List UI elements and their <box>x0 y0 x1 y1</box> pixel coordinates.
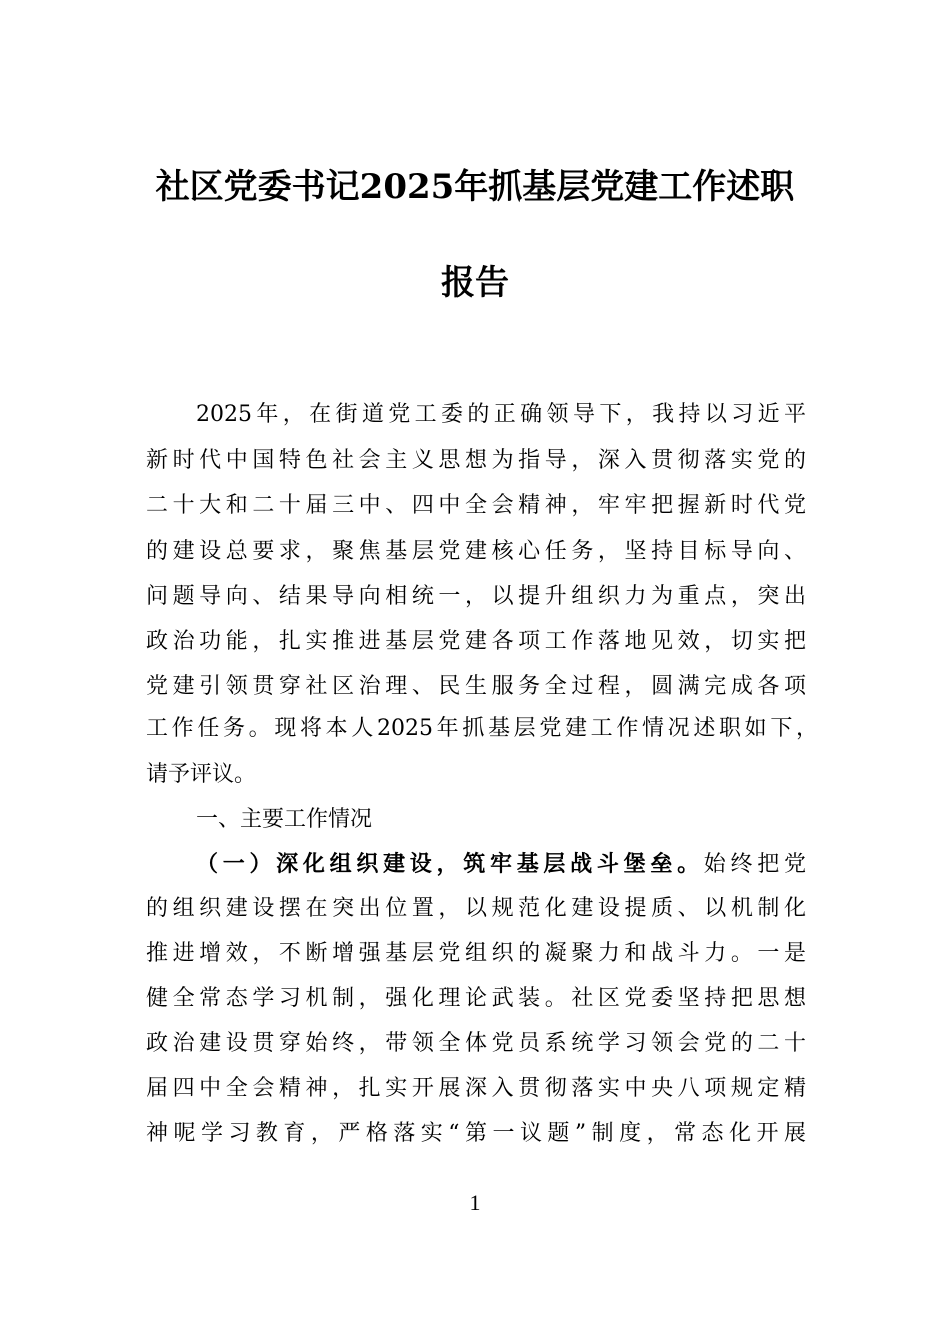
subsection-first-line <box>196 853 806 876</box>
body-line: 政治建设贯穿始终，带领全体党员系统学习领会党的二十 <box>146 1031 806 1056</box>
document-title-line-1: 社区党委书记2025年抓基层党建工作述职 <box>155 167 795 207</box>
intro-line: 2025年，在街道党工委的正确领导下，我持以习近平 <box>196 402 806 427</box>
intro-line: 请予评议。 <box>146 762 257 787</box>
intro-line: 党建引领贯穿社区治理、民生服务全过程，圆满完成各项 <box>146 674 806 699</box>
page-number: 1 <box>469 1190 481 1215</box>
intro-line: 新时代中国特色社会主义思想为指导，深入贯彻落实党的 <box>146 448 806 473</box>
body-line: 的组织建设摆在突出位置，以规范化建设提质、以机制化 <box>146 896 806 921</box>
subsection-first-line-text: 始终把党 <box>703 852 806 877</box>
intro-line: 二十大和二十届三中、四中全会精神，牢牢把握新时代党 <box>146 493 806 518</box>
body-line: 推进增效，不断增强基层党组织的凝聚力和战斗力。一是 <box>146 941 806 966</box>
intro-line: 政治功能，扎实推进基层党建各项工作落地见效，切实把 <box>146 629 806 654</box>
body-line: 神呢学习教育，严格落实“第一议题”制度，常态化开展 <box>146 1121 806 1146</box>
intro-line: 问题导向、结果导向相统一，以提升组织力为重点，突出 <box>146 584 806 609</box>
body-line: 届四中全会精神，扎实开展深入贯彻落实中央八项规定精 <box>146 1076 806 1101</box>
intro-line: 的建设总要求，聚焦基层党建核心任务，坚持目标导向、 <box>146 539 806 564</box>
section-heading: 一、主要工作情况 <box>196 807 373 832</box>
document-title-line-2: 报告 <box>441 263 509 303</box>
subsection-heading: （一）深化组织建设，筑牢基层战斗堡垒。 <box>196 851 704 877</box>
body-line: 健全常态学习机制，强化理论武装。社区党委坚持把思想 <box>146 986 806 1011</box>
intro-line: 工作任务。现将本人2025年抓基层党建工作情况述职如下， <box>146 716 818 741</box>
